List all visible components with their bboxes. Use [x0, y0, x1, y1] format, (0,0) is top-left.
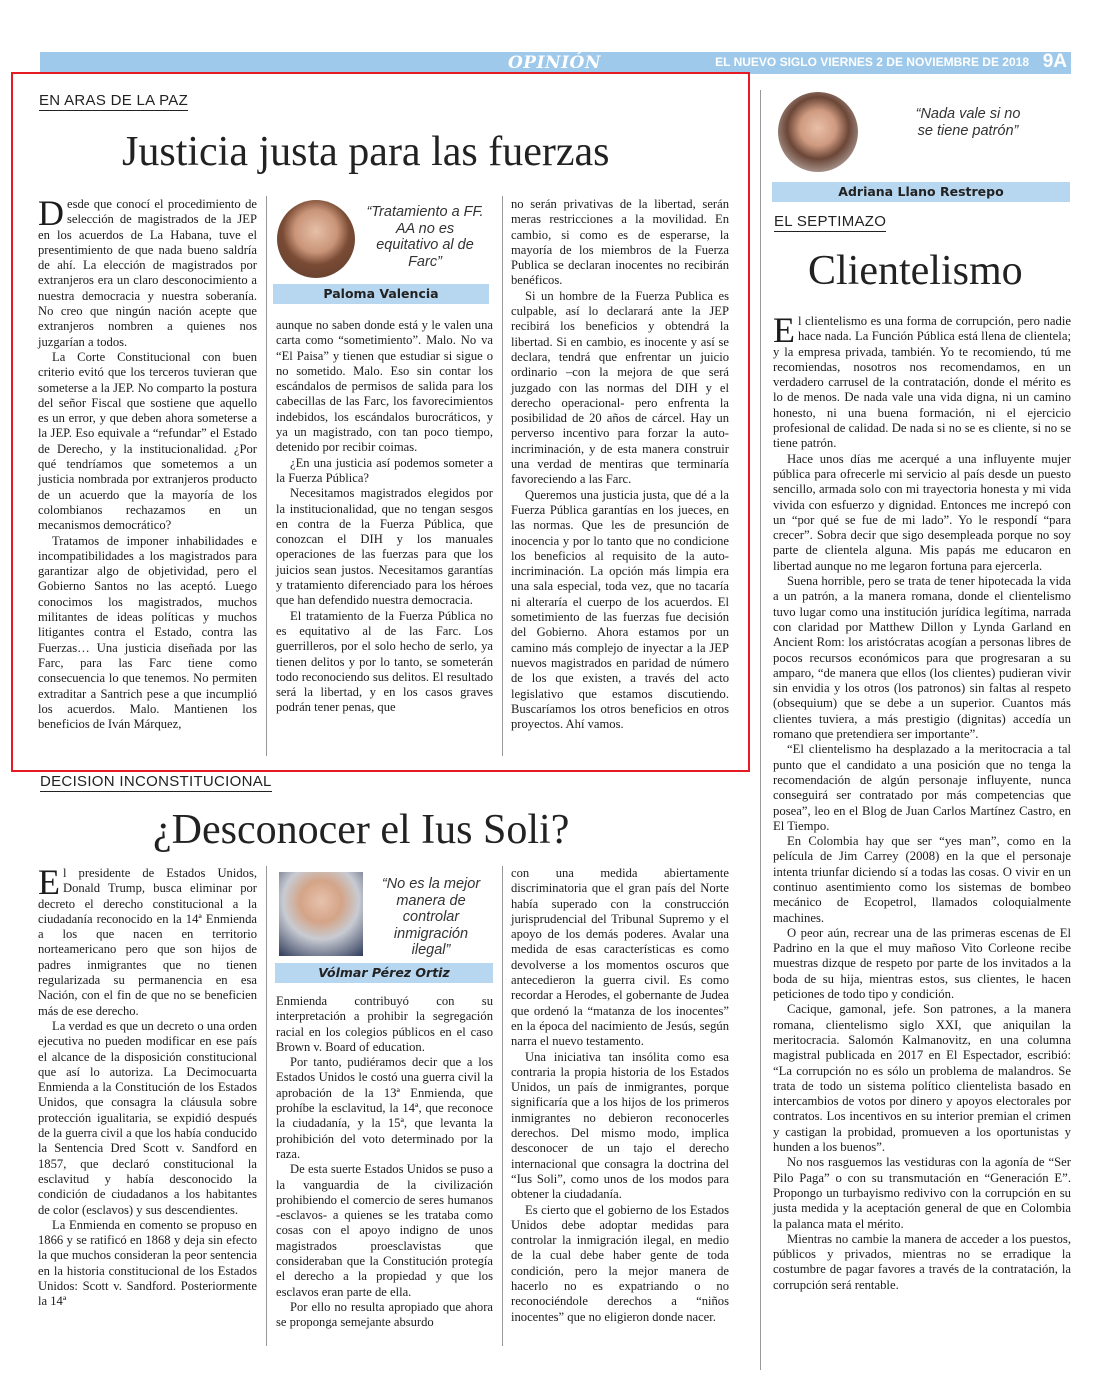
author-portrait-photo [277, 200, 355, 278]
pull-quote: “Tratamiento a FF. AA no es equitativo al de Farc” [366, 204, 484, 270]
article1-paragraph: Si un hombre de la Fuerza Publica es culpable, así lo declarará ante la JEP recibirá los beneficios y obtendrá la libertad. Si en cambio, es inocente y así se declara, tendrá que enfrentar un juicio ordinario –con la mejora de que será juzgado con las normas del DIH y el derecho operacional- pero enfrenta la posibilidad de 20 años de cárcel. Hay un perverso incentivo para forzar la auto-incriminación, y de esta manera construir una verdad de mentiras que terminaría favoreciendo a las Farc. [511, 288, 729, 487]
article1-kicker: EN ARAS DE LA PAZ [39, 92, 189, 109]
article3-paragraph: Mientras no cambie la manera de acceder a los puestos, públicos y privados, mientras no se erradique la costumbre de pagar favores a través de la contratación, la corrupción será rentable. [773, 1231, 1071, 1292]
author-name: Vólmar Pérez Ortiz [275, 963, 493, 983]
paragraph-text: l clientelismo es una forma de corrupción, pero nadie hace nada. La Función Pública está llena de clientela; y la empresa privada, también. Yo te recomiendo, tú me recomiendas, nosotros nos recomendamos, en un verdadero carrusel de la contratación, donde el mérito es lo de menos. De nada vale una vida digna, ni un camino honesto, ni una buena formación, ni el ejercicio profesional de calidad. De nada si no se es cliente, si no se tiene patrón. [773, 314, 1071, 451]
article1-paragraph: El tratamiento de la Fuerza Pública no es equitativo al de las Farc. Los guerrilleros, por el solo hecho de serlo, ya tienen delitos y por lo tanto, se someterán todo reconociendo sus delitos. El resultado será la libertad, y en los casos graves podrán tener penas, que [276, 608, 493, 715]
article2-paragraph: La verdad es que un decreto o una orden ejecutiva no pueden modificar en ese país el alcance de la disposición constitucional que así lo autoriza. La Decimocuarta Enmienda a la Constitución de los Estados Unidos, que consagra la cláusula sobre protección igualitaria, se expidió después de la guerra civil a que los había conducido la Sentencia Dred Scott v. Sandford en 1857, que declaró constitucional la esclavitud y había desconocido la condición de ciudadanos a los habitantes de color (esclavos) y sus descendientes. [38, 1018, 257, 1217]
article3-paragraph: “El clientelismo ha desplazado a la meritocracia a tal punto que el candidato a una posición que no tenga la recomendación de algún personaje influyente, nunca conseguirá ser contratado por más competencias que posea”, leo en el Blog de Juan Carlos Martínez Castro, en El Tiempo. [773, 742, 1071, 833]
column-divider [760, 90, 761, 1370]
page-number: 9A [1042, 51, 1067, 72]
article1-column-3 [511, 197, 729, 732]
section-title: OPINIÓN [508, 53, 601, 73]
article2-column-3 [511, 866, 729, 1325]
article3-quote-box [772, 90, 1070, 204]
article2-quote-box [275, 868, 493, 988]
pull-quote: “No es la mejor manera de controlar inmigración ilegal” [381, 876, 481, 958]
article2-kicker: DECISION INCONSTITUCIONAL [40, 773, 272, 790]
article2-paragraph: Por tanto, pudiéramos decir que a los Estados Unidos le costó una guerra civil la aprobación de la 13ª Enmienda, que prohíbe la esclavitud, la 14ª, que reconoce la ciudadanía, y la 15ª, que levanta la prohibición del voto determinado por la raza. [276, 1055, 493, 1161]
column-divider [502, 196, 503, 756]
author-portrait-photo [778, 92, 858, 172]
article3-paragraph: En Colombia hay que ser “yes man”, como en la película de Jim Carrey (2008) en la que el personaje intenta triunfar diciendo sí a todas las cosas. O vivir en un continuo asentimiento como los sistemas de bombeo mecánico de Ecopetrol, llamados coloquialmente machines. [773, 834, 1071, 925]
article2-paragraph [38, 862, 257, 1019]
article1-paragraph: Queremos una justicia justa, que dé a la Fuerza Pública garantías en los jueces, en las normas. Que les de presunción de inocencia y por lo tanto que no condicione los beneficios al requisito de la auto-incriminación. La opción más limpia era una sala especial, toda vez, que no tacaría ni alteraría el cuerpo de los acuerdos. El sometimiento de las fuerzas fue decisión del Gobierno. Ahora estamos por un camino más complejo de inyectar a la JEP nuevos magistrados en paridad de número de los que existen, a través del acto legislativo que estamos discutiendo. Buscaríamos los otros beneficios en otros proyectos. Ahí vamos. [511, 487, 729, 732]
article2-paragraph: De esta suerte Estados Unidos se puso a la vanguardia de la civilización prohibiendo el comercio de seres humanos -esclavos- a quienes se les trataba como cosas con el apoyo indigno de unos magistrados proesclavistas que consideraban que la Constitución protegía el derecho a la propiedad y que los esclavos eran parte de ella. [276, 1162, 493, 1299]
paragraph-text: esde que conocí el procedimiento de selección de magistrados de la JEP en los acuerdos de La Habana, tuve el presentimiento de que nada bueno saldría de ahí. La elección de magistrados por extranjeros era un claro desconocimiento a nuestra democracia y nuestra soberanía. No creo que ningún nación acepte que extranjeros nombren a quienes nos juzgarían a todos. [38, 197, 257, 349]
article3-column [773, 310, 1071, 1293]
article3-kicker: EL SEPTIMAZO [774, 213, 887, 230]
article3-paragraph: No nos rasguemos las vestiduras con la agonía de “Ser Pilo Paga” o con su transmutación en “Generación E”. Propongo un turbayismo redivivo con la corrupción en su justa medida y la aceptación general de que en Colombia la palanca mata el mérito. [773, 1155, 1071, 1231]
article2-paragraph: con una medida abiertamente discriminatoria que el gran país del Norte había superado con la construcción jurisprudencial del Tribunal Supremo y el apoyo de los demás poderes. Avalar una medida de esas características es como devolverse a los momentos oscuros que antecedieron la guerra civil. Es como recordar a Herodes, el gobernante de Judea que ordenó la “matanza de los inocentes” en la época del nacimiento de Jesús, según narra el nuevo testamento. [511, 866, 729, 1049]
article3-paragraph: O peor aún, recrear una de las primeras escenas de El Padrino en la que el muy mañoso Vito Corleone recibe muestras dizque de respeto por parte de los invitados a la boda de su hija, mientras estos, sus clientes, le hacen peticiones de todo tipo y condición. [773, 925, 1071, 1002]
article1-paragraph: La Corte Constitucional con buen criterio evitó que los terceros tuvieran que someterse a la JEP. No comparto la postura del señor Fiscal que sostiene que aquello es un error, y que deben ahora someterse a la JEP. Eso equivale a “refundar” el Estado de Derecho, y la institucionalidad. ¿Por qué tendríamos que sometemos a un justicia nombrada por extranjeros producto de un acuerdo que la mayoría de los colombianos rechazamos en un mecanismos democrático? [38, 349, 257, 533]
article1-paragraph: no serán privativas de la libertad, serán meras restricciones a la movilidad. En cambio, si como es de esperarse, la mayoría de los miembros de la Fuerza Publica se declaran inocentes no recibirán benéficos. [511, 197, 729, 288]
article2-column-1 [38, 862, 257, 1310]
article1-paragraph: Necesitamos magistrados elegidos por la institucionalidad, que no tengan sesgos en contra de la Fuerza Pública, que conozcan el DIH y los manuales operaciones de las fuerzas para que los juicios sean justos. Necesitamos garantías y tratamiento diferenciado para los héroes que han defendido nuestra democracia. [276, 486, 493, 608]
article2-paragraph: Una iniciativa tan insólita como esa contraria la propia historia de los Estados Unidos, un país de inmigrantes, porque significaría que a los hijos de los primeros inmigrantes no debieron reconocerles derechos. Del mismo modo, implica desconocer de un tajo el derecho internacional que consagra la doctrina del “Ius Soli”, como unos de los modos para obtener la ciudadanía. [511, 1049, 729, 1202]
article2-paragraph: Enmienda contribuyó con su interpretación a prohibir la segregación racial en los colegios públicos en el caso Brown v. Board of education. [276, 994, 493, 1054]
article1-column-2 [276, 318, 493, 716]
section-header-bar [40, 52, 1071, 74]
pull-quote: “Nada vale si no se tiene patrón” [915, 106, 1021, 139]
article3-headline: Clientelismo [808, 248, 1023, 294]
article1-paragraph [38, 193, 257, 350]
author-name: Adriana Llano Restrepo [772, 182, 1070, 202]
dropcap: E [773, 310, 795, 350]
article1-headline: Justicia justa para las fuerzas [122, 129, 610, 175]
author-portrait-photo [279, 872, 363, 956]
article3-paragraph: Hace unos días me acerqué a una influyente mujer pública para ofrecerle mi servicio al país desde un puesto sencillo, armada solo con mi trayectoria honesta y mi vida vivida con esfuerzo y dignidad. Entonces me increpó con un “por qué se fue de mi lado”. Yo le respondí “para crecer”. Sobra decir que sigo desempleada porque no soy parte de clientela alguna. Mis papás me educaron en libertad aunque no me legaron fortuna para ejercerla. [773, 451, 1071, 573]
masthead-date: EL NUEVO SIGLO VIERNES 2 DE NOVIEMBRE DE 2018 [715, 55, 1029, 69]
article3-paragraph: Cacique, gamonal, jefe. Son patrones, a la manera romana, clientelismo siglo XXI, que aniquilan la meritocracia. Salomón Kalmanovitz, en una columna magistral publicada en 2017 en El Espectador, escribió: “La corrupción no es sólo un problema de malandros. Se trata de todo un sistema político clientelista basado en intercambios de votos por dinero y apoyos electorales por contratos. Los incentivos en su interior premian el crimen y castigan la probidad, promueven a los oportunistas y hunden a los buenos”. [773, 1002, 1071, 1155]
article1-paragraph: ¿En una justicia así podemos someter a la Fuerza Pública? [276, 455, 493, 485]
article2-paragraph: La Enmienda en comento se propuso en 1866 y se ratificó en 1868 y deja sin efecto la que muchos consideran la peor sentencia en la historia constitucional de los Estados Unidos: Scott v. Sandford. Posteriormente la 14ª [38, 1217, 257, 1309]
column-divider [266, 196, 267, 756]
article1-quote-box [273, 196, 489, 308]
article1-paragraph: Tratamos de imponer inhabilidades e incompatibilidades a los magistrados para garantizar algo de objetividad, pero el Gobierno Santos no las aceptó. Luego conocimos los magistrados, muchos militantes de ideas políticas y muchos litigantes contra el Estado, contra las Fuerzas… Una justicia diseñada por las Farc, para las Farc tiene como consecuencia lo que tenemos. No permiten extraditar a Santrich pese a que incumplió los acuerdos. Malo. Mantienen los beneficios de Iván Márquez, [38, 533, 257, 732]
author-name: Paloma Valencia [273, 284, 489, 304]
article3-paragraph [773, 310, 1071, 452]
paragraph-text: l presidente de Estados Unidos, Donald Trump, busca eliminar por decreto el derecho constitucional a la ciudadanía reconocido en la 14ª Enmienda a los que nacen en territorio norteamericano pero que son hijos de padres inmigrantes que no tienen regularizada su permanencia en esa Nación, con el fin de que no se beneficien más de ese derecho. [38, 866, 257, 1018]
dropcap: E [38, 862, 60, 902]
article2-headline: ¿Desconocer el Ius Soli? [153, 807, 570, 853]
dropcap: D [38, 193, 64, 233]
article1-column-1 [38, 193, 257, 732]
article1-paragraph: aunque no saben donde está y le valen una carta como “sometimiento”. Malo. No va “El Paisa” y tienen que estudiar si sigue o no sometido. Malo. Eso sin contar los escándalos de permisos de salida para los cabecillas de las Farc, los favorecimientos indebidos, los escándalos burocráticos, y ya un magistrado, con tan poco tiempo, detenido por recibir coimas. [276, 318, 493, 455]
article3-paragraph: Suena horrible, pero se trata de tener hipotecada la vida a un patrón, a la manera romana, donde el clientelismo tuvo lugar como una institución jurídica legítima, narrada con claridad por Matthew Dillon y Lynda Garland en Ancient Rom: los aristócratas acogían a personas libres de pocos recursos económicos para que progresaran a su amparo, “de manera que ellos (los clientes) pudieran vivir sin envidia y los otros (los patronos) sin faltas al respeto (obsequium) que se debe a un superior. Cuantos más clientes tuviera, a más prestigio (dignitas) accedía un romano que pretendiera ser importante”. [773, 574, 1071, 742]
column-divider [502, 866, 503, 1346]
article2-paragraph: Es cierto que el gobierno de los Estados Unidos debe adoptar medidas para controlar la inmigración ilegal, en medio de la cual debe haber gente de toda condición, pero la mejor manera de hacerlo no es expatriando o no reconociéndole derechos a “niños inocentes” que no eligieron donde nacer. [511, 1202, 729, 1324]
article2-column-2 [276, 994, 493, 1331]
column-divider [266, 866, 267, 1346]
article2-paragraph: Por ello no resulta apropiado que ahora se proponga semejante absurdo [276, 1299, 493, 1330]
